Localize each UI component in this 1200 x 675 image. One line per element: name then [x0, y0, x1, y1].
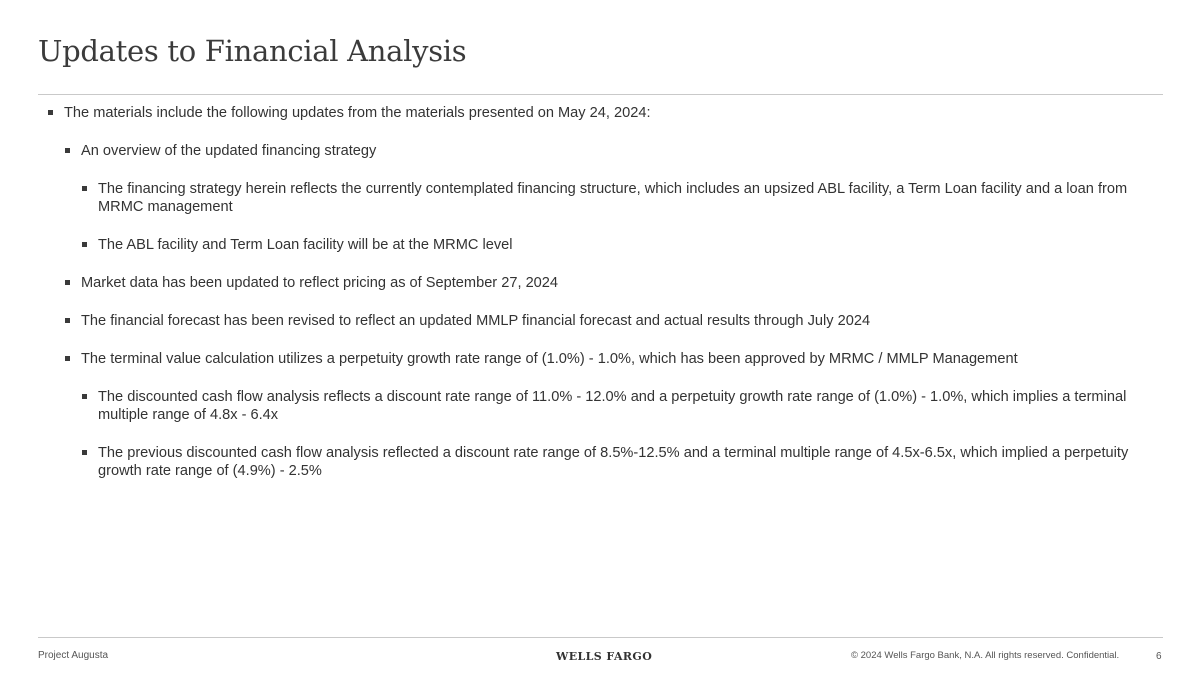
bullet-list	[46, 104, 1156, 500]
bullet-text: The terminal value calculation utilizes a perpetuity growth rate range of (1.0%) - 1.0%, which has been approved by MRMC / MMLP Management	[81, 351, 1018, 367]
bullet-item	[46, 274, 1156, 292]
bullet-text: Market data has been updated to reflect pricing as of September 27, 2024	[81, 275, 559, 291]
bullet-item	[46, 312, 1156, 330]
bullet-text: An overview of the updated financing strategy	[81, 143, 377, 159]
footer-project-name: Project Augusta	[38, 650, 109, 661]
wells-fargo-logo: WELLS FARGO	[556, 650, 653, 663]
bullet-item	[46, 350, 1156, 368]
square-bullet-icon	[82, 450, 87, 455]
bullet-item	[46, 104, 1156, 122]
square-bullet-icon	[65, 356, 70, 361]
bullet-text: The materials include the following updates from the materials presented on May 24, 2024:	[64, 105, 651, 121]
bullet-text: The ABL facility and Term Loan facility will be at the MRMC level	[98, 237, 513, 253]
square-bullet-icon	[82, 186, 87, 191]
bullet-item	[46, 142, 1156, 160]
square-bullet-icon	[65, 280, 70, 285]
square-bullet-icon	[65, 318, 70, 323]
bullet-text: The discounted cash flow analysis reflects a discount rate range of 11.0% - 12.0% and a perpetuity growth rate range of (1.0%) - 1.0%, which implies a terminal multiple range of 4.8x - 6.4x	[98, 389, 1127, 423]
footer-divider	[38, 637, 1163, 638]
bullet-item	[46, 388, 1156, 424]
page-number: 6	[1156, 651, 1162, 662]
footer-copyright: © 2024 Wells Fargo Bank, N.A. All rights reserved. Confidential.	[851, 650, 1120, 661]
bullet-text: The financing strategy herein reflects the currently contemplated financing structure, which includes an upsized ABL facility, a Term Loan facility and a loan from MRMC management	[98, 181, 1128, 215]
square-bullet-icon	[48, 110, 53, 115]
bullet-item	[46, 444, 1156, 480]
slide-title: Updates to Financial Analysis	[38, 34, 467, 68]
square-bullet-icon	[82, 242, 87, 247]
square-bullet-icon	[65, 148, 70, 153]
bullet-text: The financial forecast has been revised to reflect an updated MMLP financial forecast and actual results through July 2024	[81, 313, 871, 329]
bullet-item	[46, 236, 1156, 254]
bullet-item	[46, 180, 1156, 216]
title-divider	[38, 94, 1163, 95]
square-bullet-icon	[82, 394, 87, 399]
bullet-text: The previous discounted cash flow analysis reflected a discount rate range of 8.5%-12.5% and a terminal multiple range of 4.5x-6.5x, which implied a perpetuity growth rate range of (4.9%) - 2.5%	[98, 445, 1129, 479]
